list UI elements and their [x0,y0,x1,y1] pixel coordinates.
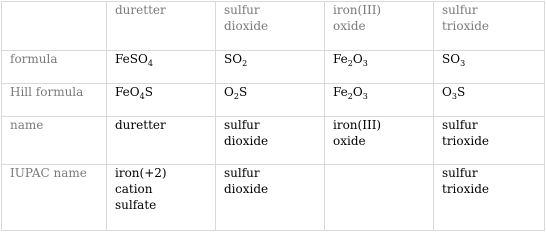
table-cell: sulfur trioxide [434,165,545,231]
header-row [2,2,545,51]
row-label: name [2,117,107,165]
table-cell: $SO_3$ [434,51,545,84]
table-cell: FeO$_4$S [107,84,216,117]
table-cell: sulfur trioxide [434,117,545,165]
table-cell: sulfur dioxide [216,117,325,165]
table-cell: sulfur dioxide [216,165,325,231]
table-cell: $O_2S$ [216,84,325,117]
table-cell: $Fe_2O_3$ [325,51,434,84]
table-cell: FeSO$_4$ [107,51,216,84]
table-cell: iron(+2) cation sulfate [107,165,216,231]
table-cell: $Fe_2O_3$ [325,84,434,117]
table-row-formula [2,51,545,84]
column-header-duretter: duretter [107,2,216,51]
table-cell: iron(III) oxide [325,117,434,165]
table-cell: $O_3S$ [434,84,545,117]
table-row-name [2,117,545,165]
table-row-iupac-name [2,165,545,231]
compound-comparison-table [1,1,545,231]
row-label: formula [2,51,107,84]
table-cell [325,165,434,231]
column-header-iron-iii-oxide: iron(III) oxide [325,2,434,51]
corner-cell [2,2,107,51]
column-header-sulfur-dioxide: sulfur dioxide [216,2,325,51]
table-row-hill-formula [2,84,545,117]
row-label: IUPAC name [2,165,107,231]
table-cell: $SO_2$ [216,51,325,84]
row-label: Hill formula [2,84,107,117]
table-cell: duretter [107,117,216,165]
column-header-sulfur-trioxide: sulfur trioxide [434,2,545,51]
